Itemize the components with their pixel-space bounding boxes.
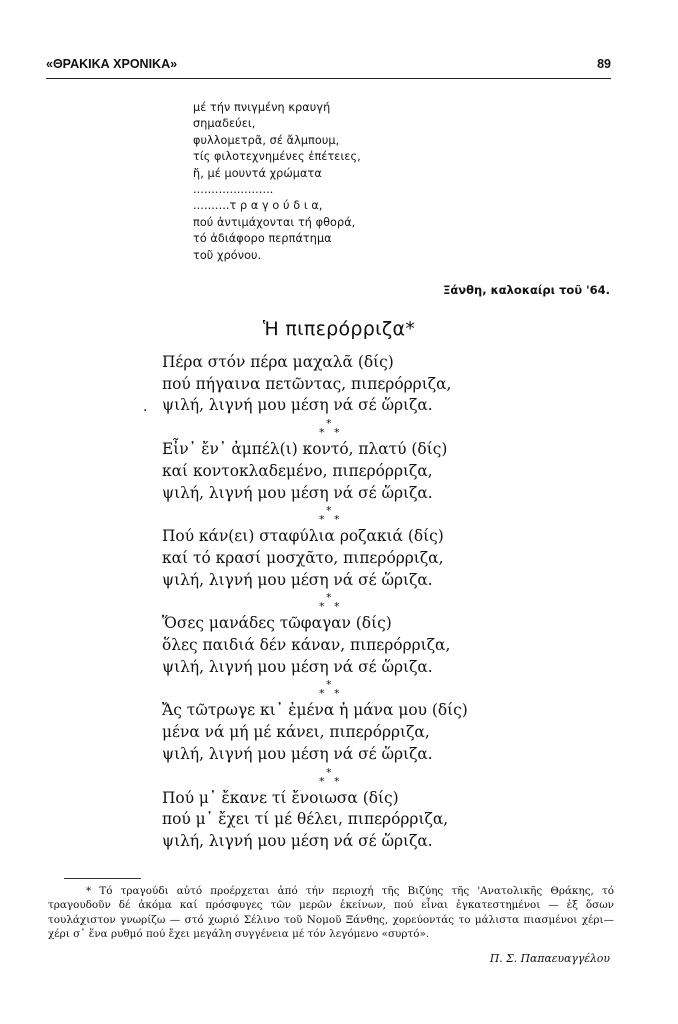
footnote — [48, 884, 614, 942]
verse-line: ψιλή, λιγνή μου μέση νά σέ ὥριζα. — [162, 657, 433, 676]
asterism-separator — [162, 504, 502, 526]
journal-title: «ΘΡΑΚΙΚΑ ΧΡΟΝΙΚΑ» — [46, 57, 178, 71]
intro-line: φυλλομετρᾶ, σέ ἄλμπουμ, — [193, 133, 340, 147]
verse-line: Πέρα στόν πέρα μαχαλᾶ (δίς) — [162, 353, 394, 371]
place-date-signature: Ξάνθη, καλοκαίρι τοῦ '64. — [443, 283, 610, 297]
separator-star: * — [334, 774, 340, 788]
verse-line: ψιλή, λιγνή μου μέση νά σέ ὥριζα. — [162, 831, 433, 850]
intro-line: πού ἀντιμάχονται τή φθορά, — [193, 215, 356, 229]
verse-line: μένα νά μή μέ κάνει, πιπερόρριζα, — [162, 723, 430, 742]
verse-line: Ὅσες μανάδες τῶφαγαν (δίς) — [162, 614, 392, 633]
stanza — [162, 700, 562, 765]
stanza — [162, 439, 562, 504]
verse-line: ψιλή, λιγνή μου μέση νά σέ ὥριζα. — [162, 483, 433, 502]
separator-star: * — [326, 504, 332, 518]
separator-star: * — [326, 591, 332, 605]
intro-line: τοῦ χρόνου. — [193, 248, 262, 262]
separator-star: * — [334, 600, 340, 614]
running-head — [46, 57, 611, 71]
footnote-text: * Τό τραγούδι αὐτό προέρχεται ἀπό τήν περιοχή τῆς Βιζύης τῆς 'Ανατολικῆς Θράκης, τό τραγουδοῦν δέ ἀκόμα καί πρόσφυγες τῶν μερῶν ἐκείνων, πού εἶναι ἐγκατεστημένοι — ἐξ ὅσων τουλάχιστον γνωρίζω — στό χωριό Σέλινο τοῦ Νομοῦ Ξάνθης, χορεύοντάς το μάλιστα πιασμένοι χέρι—χέρι σ᾽ ἕνα ρυθμό πού ἔχει μεγάλη συγγένεια μέ τόν λεγόμενο «συρτό». — [48, 885, 614, 941]
separator-star: * — [326, 765, 332, 779]
asterism-separator — [162, 591, 502, 613]
verse-line: πού πήγαινα πετῶντας, πιπερόρριζα, — [162, 374, 452, 393]
separator-star: * — [319, 600, 325, 614]
intro-line: ...................... — [193, 183, 274, 197]
verse-line: καί κοντοκλαδεμένο, πιπερόρριζα, — [162, 461, 433, 480]
verse-line: Πού μ᾽ ἔκανε τί ἔνοιωσα (δίς) — [162, 788, 399, 807]
poem-title: Ἡ πιπερόρριζα* — [262, 318, 416, 340]
margin-dot: · — [143, 403, 148, 419]
footnote-rule — [64, 878, 141, 879]
separator-star: * — [326, 417, 332, 431]
footnote-author: Π. Σ. Παπαευαγγέλου — [489, 952, 610, 965]
separator-star: * — [334, 687, 340, 701]
intro-line: τό ἀδιάφορο περπάτημα — [193, 232, 332, 246]
verse-line: Εἶν᾽ ἔν᾽ ἀμπέλ(ι) κοντό, πλατύ (δίς) — [162, 440, 448, 459]
page-number: 89 — [597, 57, 611, 71]
separator-star: * — [319, 513, 325, 527]
stanza — [162, 613, 562, 678]
verse-line: ψιλή, λιγνή μου μέση νά σέ ὥριζα. — [162, 744, 433, 763]
verse-line: Πού κάν(ει) σταφύλια ροζακιά (δίς) — [162, 527, 444, 546]
asterism-separator — [162, 766, 502, 788]
intro-line: ..........τ ρ α γ ο ύ δ ι α, — [193, 199, 323, 213]
poem-body — [162, 352, 562, 853]
intro-line: τίς φιλοτεχνημένες ἐπέτειες, — [193, 150, 361, 164]
verse-line: πού μ᾽ ἔχει τί μέ θέλει, πιπερόρριζα, — [162, 810, 449, 829]
stanza — [162, 352, 562, 417]
asterism-separator — [162, 417, 502, 439]
stanza — [162, 788, 562, 853]
asterism-separator — [162, 678, 502, 700]
intro-line: ἤ, μέ μουντά χρώματα — [193, 166, 322, 180]
verse-line: ὅλες παιδιά δέν κάναν, πιπερόρριζα, — [162, 636, 451, 655]
separator-star: * — [334, 513, 340, 527]
intro-line: σημαδεύει, — [193, 117, 256, 131]
verse-line: καί τό κρασί μοσχᾶτο, πιπερόρριζα, — [162, 548, 444, 567]
intro-poem-fragment — [193, 100, 493, 264]
separator-star: * — [334, 426, 340, 440]
header-rule — [46, 78, 611, 79]
stanza — [162, 526, 562, 591]
intro-line: μέ τήν πνιγμένη κραυγή — [193, 101, 331, 114]
separator-star: * — [319, 426, 325, 440]
verse-line: Ἄς τῶτρωγε κι᾽ ἐμένα ἡ μάνα μου (δίς) — [162, 701, 468, 720]
separator-star: * — [319, 774, 325, 788]
separator-star: * — [326, 678, 332, 692]
separator-star: * — [319, 687, 325, 701]
verse-line: ψιλή, λιγνή μου μέση νά σέ ὥριζα. — [162, 396, 433, 415]
verse-line: ψιλή, λιγνή μου μέση νά σέ ὥριζα. — [162, 570, 433, 589]
